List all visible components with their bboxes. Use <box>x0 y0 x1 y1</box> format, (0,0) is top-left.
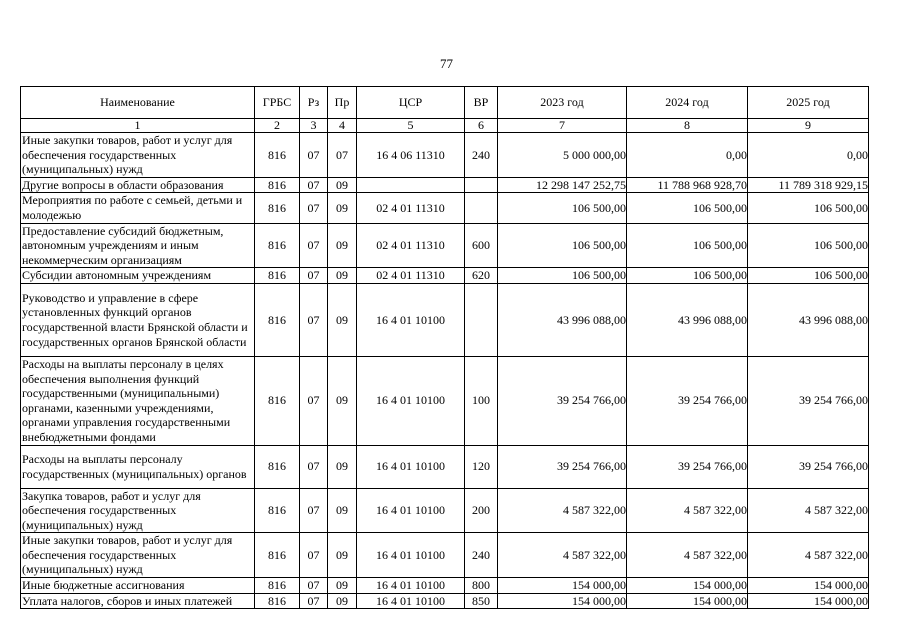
row-vr: 100 <box>465 356 498 445</box>
table-row <box>21 488 869 533</box>
row-grbs: 816 <box>255 177 300 193</box>
row-amount-2023: 12 298 147 252,75 <box>498 177 627 193</box>
row-name: Предоставление субсидий бюджетным, автономным учреждениям и иным некоммерческим организациям <box>21 223 255 268</box>
column-number-row <box>21 119 869 133</box>
row-pr: 09 <box>328 445 357 488</box>
row-amount-2024: 4 587 322,00 <box>627 533 748 578</box>
column-number: 6 <box>465 119 498 133</box>
row-amount-2023: 106 500,00 <box>498 193 627 223</box>
header-pr: Пр <box>328 87 357 119</box>
row-amount-2024: 0,00 <box>627 133 748 178</box>
row-rz: 07 <box>300 578 328 594</box>
row-csr: 16 4 06 11310 <box>357 133 465 178</box>
row-vr: 200 <box>465 488 498 533</box>
header-vr: ВР <box>465 87 498 119</box>
row-name: Расходы на выплаты персоналу государственных (муниципальных) органов <box>21 445 255 488</box>
row-amount-2024: 4 587 322,00 <box>627 488 748 533</box>
row-name: Субсидии автономным учреждениям <box>21 268 255 284</box>
row-grbs: 816 <box>255 283 300 356</box>
column-number: 7 <box>498 119 627 133</box>
row-amount-2025: 39 254 766,00 <box>748 356 869 445</box>
row-grbs: 816 <box>255 533 300 578</box>
row-pr: 09 <box>328 593 357 609</box>
row-pr: 09 <box>328 193 357 223</box>
row-csr: 02 4 01 11310 <box>357 223 465 268</box>
column-number: 9 <box>748 119 869 133</box>
table-row <box>21 283 869 356</box>
row-name: Иные закупки товаров, работ и услуг для обеспечения государственных (муниципальных) нужд <box>21 533 255 578</box>
row-amount-2024: 106 500,00 <box>627 223 748 268</box>
row-grbs: 816 <box>255 223 300 268</box>
row-amount-2025: 11 789 318 929,15 <box>748 177 869 193</box>
row-vr <box>465 283 498 356</box>
row-amount-2025: 43 996 088,00 <box>748 283 869 356</box>
row-amount-2025: 39 254 766,00 <box>748 445 869 488</box>
row-amount-2025: 106 500,00 <box>748 193 869 223</box>
row-csr: 16 4 01 10100 <box>357 283 465 356</box>
row-pr: 09 <box>328 283 357 356</box>
row-amount-2025: 106 500,00 <box>748 268 869 284</box>
row-rz: 07 <box>300 177 328 193</box>
row-amount-2024: 154 000,00 <box>627 593 748 609</box>
row-pr: 07 <box>328 133 357 178</box>
row-amount-2023: 4 587 322,00 <box>498 533 627 578</box>
row-amount-2025: 154 000,00 <box>748 578 869 594</box>
row-pr: 09 <box>328 533 357 578</box>
header-grbs: ГРБС <box>255 87 300 119</box>
column-number: 4 <box>328 119 357 133</box>
row-csr: 02 4 01 11310 <box>357 193 465 223</box>
row-name: Расходы на выплаты персоналу в целях обеспечения выполнения функций государственными (муниципальными) органами, казенными учреждениями, органами управления государственными внебюджетными фондами <box>21 356 255 445</box>
row-amount-2024: 106 500,00 <box>627 193 748 223</box>
table-row <box>21 356 869 445</box>
row-name: Закупка товаров, работ и услуг для обеспечения государственных (муниципальных) нужд <box>21 488 255 533</box>
row-grbs: 816 <box>255 133 300 178</box>
row-amount-2025: 0,00 <box>748 133 869 178</box>
row-name: Мероприятия по работе с семьей, детьми и молодежью <box>21 193 255 223</box>
header-2024: 2024 год <box>627 87 748 119</box>
row-vr: 800 <box>465 578 498 594</box>
column-number: 3 <box>300 119 328 133</box>
row-rz: 07 <box>300 133 328 178</box>
row-rz: 07 <box>300 445 328 488</box>
row-rz: 07 <box>300 193 328 223</box>
row-pr: 09 <box>328 488 357 533</box>
row-amount-2023: 4 587 322,00 <box>498 488 627 533</box>
row-pr: 09 <box>328 356 357 445</box>
row-amount-2023: 5 000 000,00 <box>498 133 627 178</box>
row-amount-2024: 39 254 766,00 <box>627 356 748 445</box>
row-grbs: 816 <box>255 578 300 594</box>
row-csr: 16 4 01 10100 <box>357 533 465 578</box>
row-grbs: 816 <box>255 193 300 223</box>
row-rz: 07 <box>300 223 328 268</box>
row-amount-2023: 43 996 088,00 <box>498 283 627 356</box>
row-amount-2025: 4 587 322,00 <box>748 533 869 578</box>
row-grbs: 816 <box>255 593 300 609</box>
header-rz: Рз <box>300 87 328 119</box>
row-csr: 16 4 01 10100 <box>357 445 465 488</box>
table-row <box>21 223 869 268</box>
row-rz: 07 <box>300 533 328 578</box>
row-name: Руководство и управление в сфере установленных функций органов государственной власти Брянской области и государственных органов Брянской области <box>21 283 255 356</box>
column-number: 5 <box>357 119 465 133</box>
row-pr: 09 <box>328 268 357 284</box>
table-row <box>21 593 869 609</box>
header-name: Наименование <box>21 87 255 119</box>
row-pr: 09 <box>328 177 357 193</box>
row-name: Иные бюджетные ассигнования <box>21 578 255 594</box>
row-name: Иные закупки товаров, работ и услуг для обеспечения государственных (муниципальных) нужд <box>21 133 255 178</box>
row-amount-2024: 106 500,00 <box>627 268 748 284</box>
row-rz: 07 <box>300 356 328 445</box>
row-amount-2025: 106 500,00 <box>748 223 869 268</box>
column-number: 1 <box>21 119 255 133</box>
row-amount-2024: 154 000,00 <box>627 578 748 594</box>
row-rz: 07 <box>300 283 328 356</box>
column-number: 8 <box>627 119 748 133</box>
row-csr: 16 4 01 10100 <box>357 593 465 609</box>
row-csr <box>357 177 465 193</box>
row-grbs: 816 <box>255 356 300 445</box>
row-pr: 09 <box>328 223 357 268</box>
row-amount-2023: 39 254 766,00 <box>498 356 627 445</box>
row-vr <box>465 177 498 193</box>
column-number: 2 <box>255 119 300 133</box>
row-amount-2025: 154 000,00 <box>748 593 869 609</box>
row-amount-2024: 39 254 766,00 <box>627 445 748 488</box>
page-number: 77 <box>440 56 453 71</box>
budget-table <box>20 86 869 609</box>
row-amount-2023: 154 000,00 <box>498 593 627 609</box>
row-grbs: 816 <box>255 268 300 284</box>
row-amount-2023: 106 500,00 <box>498 268 627 284</box>
table-row <box>21 445 869 488</box>
row-csr: 16 4 01 10100 <box>357 488 465 533</box>
row-vr: 240 <box>465 133 498 178</box>
row-vr: 600 <box>465 223 498 268</box>
row-vr: 620 <box>465 268 498 284</box>
header-row <box>21 87 869 119</box>
row-pr: 09 <box>328 578 357 594</box>
row-csr: 16 4 01 10100 <box>357 578 465 594</box>
header-2025: 2025 год <box>748 87 869 119</box>
table-body <box>21 133 869 609</box>
table-row <box>21 177 869 193</box>
row-rz: 07 <box>300 268 328 284</box>
row-vr: 240 <box>465 533 498 578</box>
row-amount-2025: 4 587 322,00 <box>748 488 869 533</box>
table-row <box>21 533 869 578</box>
row-vr <box>465 193 498 223</box>
row-grbs: 816 <box>255 488 300 533</box>
header-csr: ЦСР <box>357 87 465 119</box>
table-row <box>21 193 869 223</box>
row-csr: 16 4 01 10100 <box>357 356 465 445</box>
row-rz: 07 <box>300 488 328 533</box>
row-amount-2023: 106 500,00 <box>498 223 627 268</box>
row-amount-2023: 39 254 766,00 <box>498 445 627 488</box>
row-amount-2024: 11 788 968 928,70 <box>627 177 748 193</box>
row-vr: 850 <box>465 593 498 609</box>
row-name: Другие вопросы в области образования <box>21 177 255 193</box>
row-vr: 120 <box>465 445 498 488</box>
row-grbs: 816 <box>255 445 300 488</box>
table-row <box>21 133 869 178</box>
row-name: Уплата налогов, сборов и иных платежей <box>21 593 255 609</box>
table-row <box>21 578 869 594</box>
row-amount-2023: 154 000,00 <box>498 578 627 594</box>
row-amount-2024: 43 996 088,00 <box>627 283 748 356</box>
row-rz: 07 <box>300 593 328 609</box>
table-row <box>21 268 869 284</box>
row-csr: 02 4 01 11310 <box>357 268 465 284</box>
header-2023: 2023 год <box>498 87 627 119</box>
